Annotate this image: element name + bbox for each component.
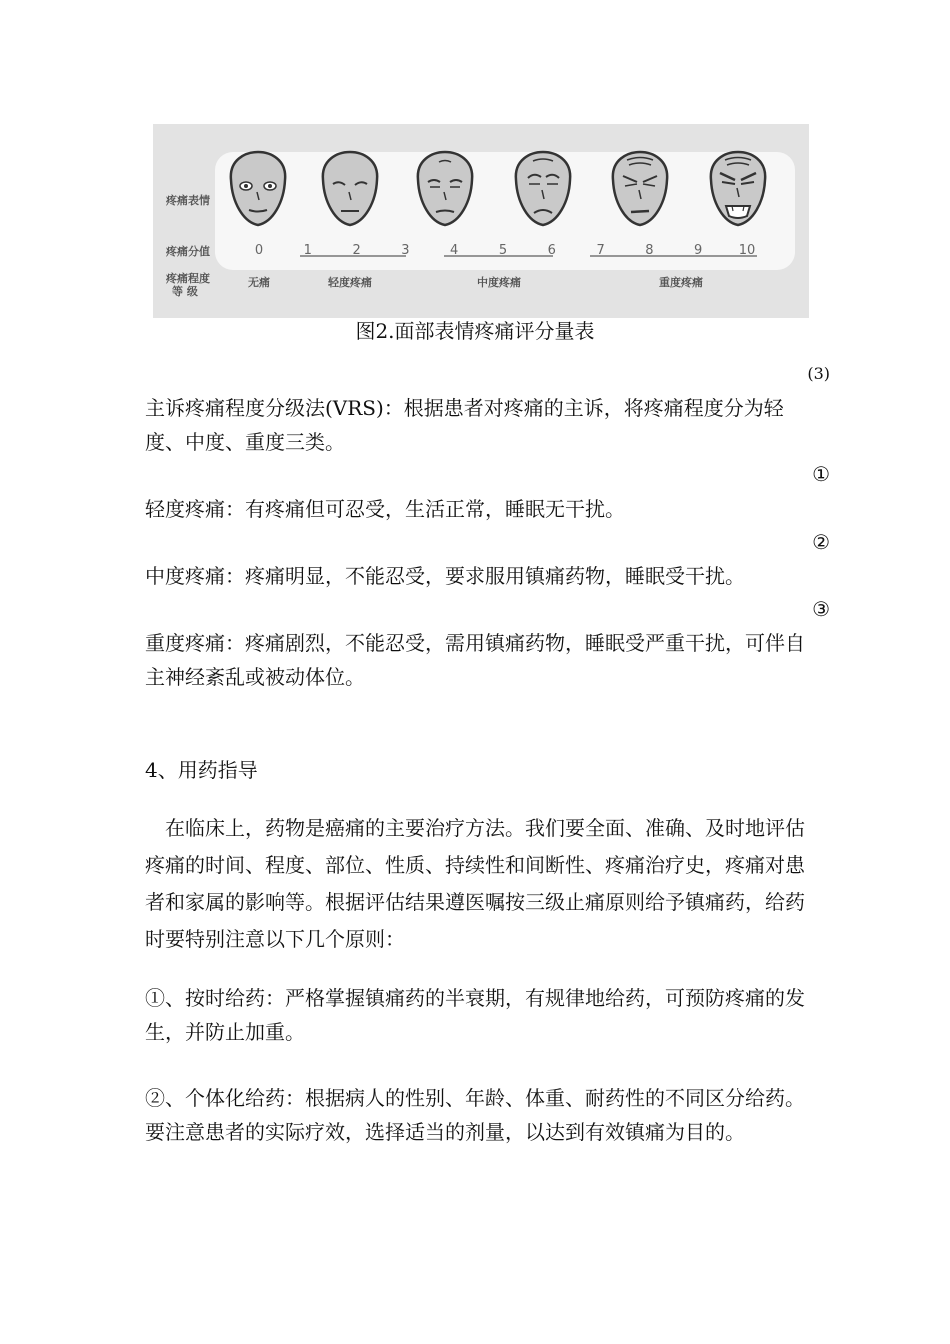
grade-severe: 重度疼痛 [659,276,703,289]
score-3: 3 [401,243,410,258]
severe-pain-definition: 重度疼痛：疼痛剧烈，不能忍受，需用镇痛药物，睡眠受严重干扰，可伴自主神经紊乱或被动体位。 [145,631,805,689]
vrs-intro: 主诉疼痛程度分级法(VRS)：根据患者对疼痛的主诉，将疼痛程度分为轻度、中度、重度三类。 [145,396,784,454]
score-4: 4 [450,243,459,258]
pain-face-scale-svg [153,124,809,318]
grade-mild: 轻度疼痛 [328,276,372,289]
row-label-grade-line1: 疼痛程度 [166,272,210,285]
grade-moderate: 中度疼痛 [477,276,521,289]
score-1: 1 [303,243,312,258]
section-heading: 4、用药指导 [145,758,258,782]
grade-none: 无痛 [248,276,270,289]
section-body: 在临床上，药物是癌痛的主要治疗方法。我们要全面、准确、及时地评估疼痛的时间、程度、部位、性质、持续性和间断性、疼痛治疗史，疼痛对患者和家属的影响等。根据评估结果遵医嘱按三级止痛原则给予镇痛药，给药时要特别注意以下几个原则： [145,816,805,951]
principle-1: ①、按时给药：严格掌握镇痛药的半衰期，有规律地给药，可预防疼痛的发生，并防止加重。 [145,986,805,1044]
score-8: 8 [645,243,654,258]
item-marker-2: ② [812,530,830,554]
row-label-expression: 疼痛表情 [166,194,210,207]
moderate-pain-definition: 中度疼痛：疼痛明显，不能忍受，要求服用镇痛药物，睡眠受干扰。 [145,564,745,588]
item-marker-3: ③ [812,597,830,621]
mild-pain-definition: 轻度疼痛：有疼痛但可忍受，生活正常，睡眠无干扰。 [145,497,625,521]
score-6: 6 [547,243,556,258]
figure-caption: 图2.面部表情疼痛评分量表 [355,319,595,343]
item-marker-1: ① [812,462,830,486]
principle-2: ②、个体化给药：根据病人的性别、年龄、体重、耐药性的不同区分给药。要注意患者的实际疗效，选择适当的剂量，以达到有效镇痛为目的。 [145,1086,805,1144]
score-5: 5 [498,243,508,258]
score-7: 7 [596,243,605,258]
score-10: 10 [738,243,756,258]
row-label-score: 疼痛分值 [166,245,210,258]
vrs-marker: (3) [807,364,830,383]
pain-face-scale-figure [153,124,809,318]
score-0: 0 [254,243,264,258]
score-9: 9 [694,243,703,258]
score-2: 2 [352,243,361,258]
row-label-grade-line2: 等 级 [172,285,198,298]
